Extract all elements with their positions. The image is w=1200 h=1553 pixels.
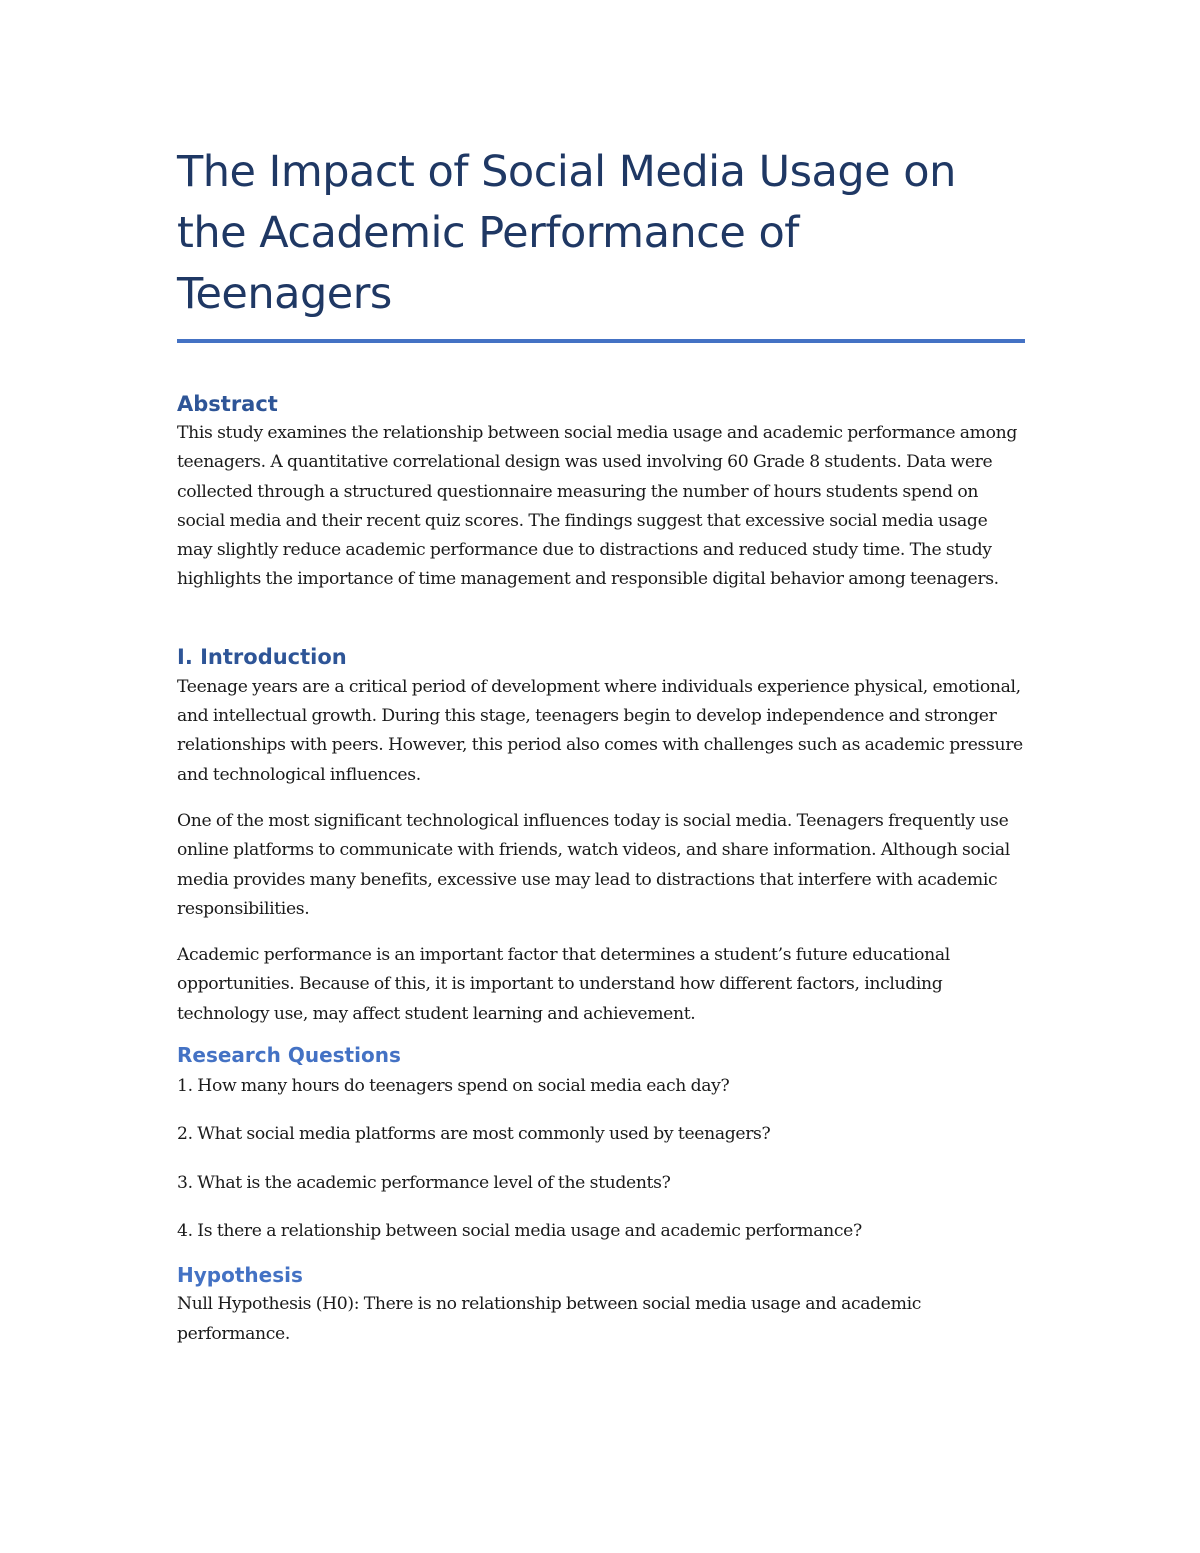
hypothesis-heading: Hypothesis <box>177 1263 303 1288</box>
abstract-section <box>177 389 1025 595</box>
introduction-section <box>177 642 1025 1029</box>
research-question-item: 4. Is there a relationship between social media usage and academic performance? <box>177 1220 862 1241</box>
document-title <box>177 142 1025 325</box>
title-line: Teenagers <box>177 269 392 319</box>
title-line: The Impact of Social Media Usage on <box>177 147 956 197</box>
research-questions-list <box>177 1072 1025 1246</box>
introduction-paragraph: Academic performance is an important factor that determines a student’s future educational opportunities. Because of this, it is important to understand how different factors, including technology use, may affect student learning and achievement. <box>177 945 950 1024</box>
title-underline-rule <box>177 339 1025 343</box>
document-content <box>177 142 1025 1349</box>
hypothesis-section <box>177 1260 1025 1349</box>
hypothesis-text: Null Hypothesis (H0): There is no relationship between social media usage and academic performance. <box>177 1294 921 1344</box>
introduction-paragraph: Teenage years are a critical period of development where individuals experience physical, emotional, and intellectual growth. During this stage, teenagers begin to develop independence and stronger relationships with peers. However, this period also comes with challenges such as academic pressure and technological influences. <box>177 676 1023 785</box>
introduction-heading: I. Introduction <box>177 644 347 669</box>
research-questions-heading: Research Questions <box>177 1043 401 1068</box>
research-questions-section <box>177 1040 1025 1246</box>
title-line: the Academic Performance of <box>177 208 799 258</box>
research-question-item: 2. What social media platforms are most commonly used by teenagers? <box>177 1124 771 1145</box>
research-question-item: 3. What is the academic performance level of the students? <box>177 1172 671 1193</box>
abstract-text: This study examines the relationship between social media usage and academic performance among teenagers. A quantitative correlational design was used involving 60 Grade 8 students. Data were collected through a structured questionnaire measuring the number of hours students spend on social media and their recent quiz scores. The findings suggest that excessive social media usage may slightly reduce academic performance due to distractions and reduced study time. The study highlights the importance of time management and responsible digital behavior among teenagers. <box>177 423 1017 590</box>
research-question-item: 1. How many hours do teenagers spend on social media each day? <box>177 1076 730 1097</box>
abstract-heading: Abstract <box>177 392 278 416</box>
introduction-paragraph: One of the most significant technological influences today is social media. Teenagers frequently use online platforms to communicate with friends, watch videos, and share information. Although social media provides many benefits, excessive use may lead to distractions that interfere with academic responsibilities. <box>177 810 1010 919</box>
